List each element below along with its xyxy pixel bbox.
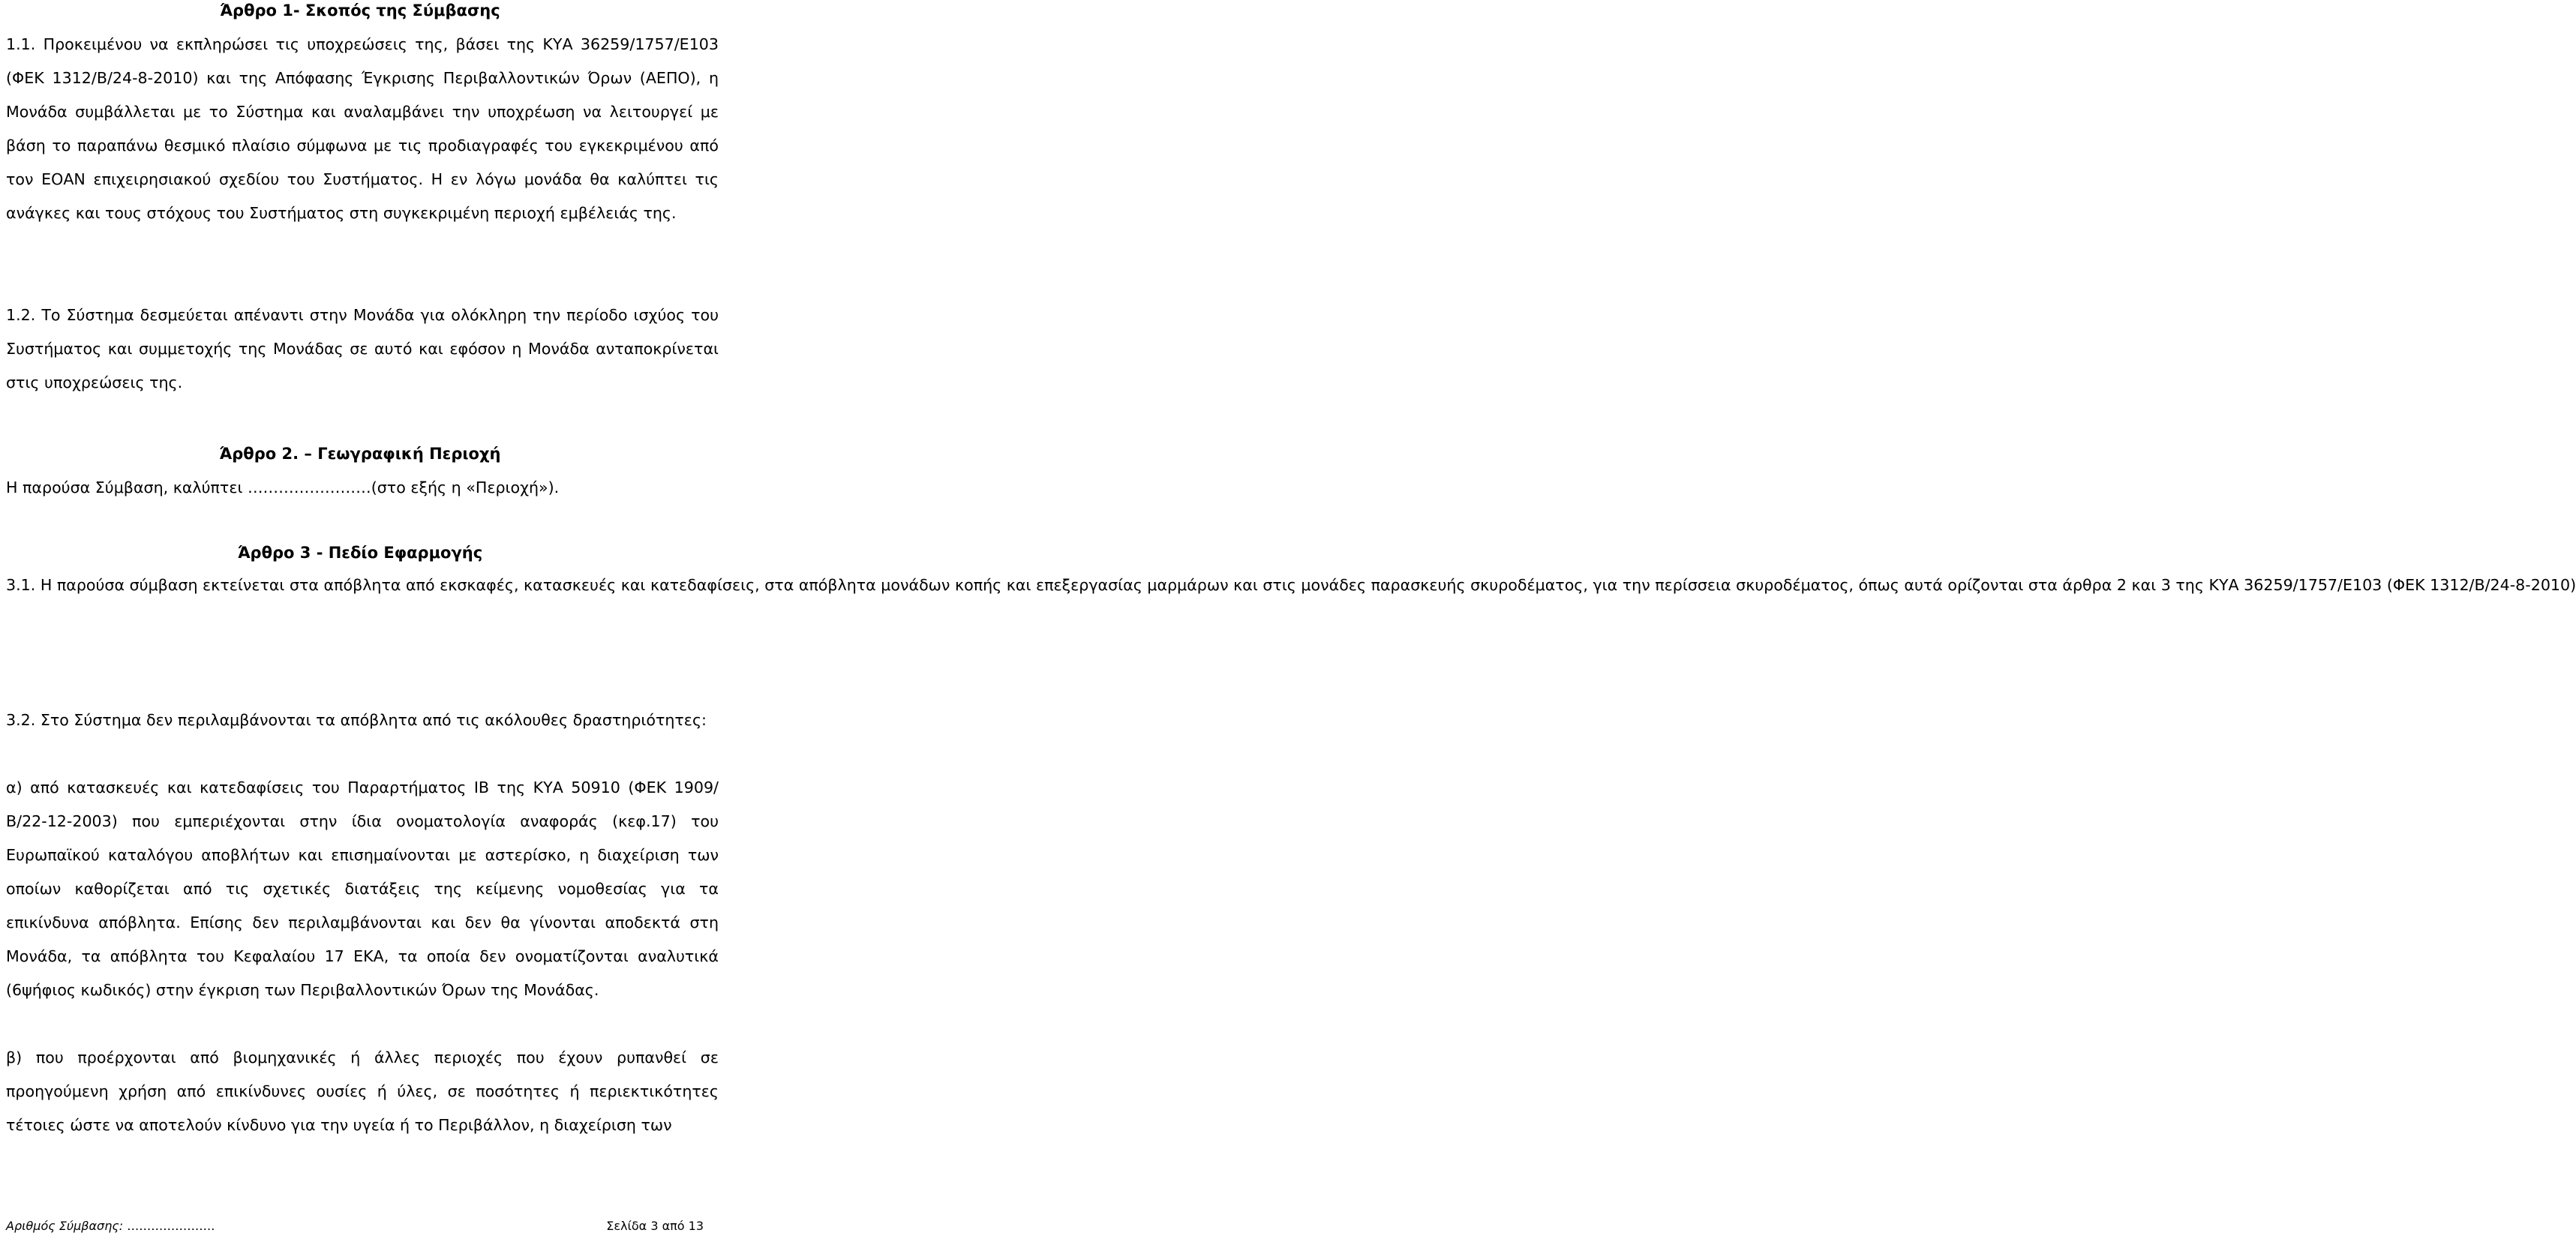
paragraph-3-2-b: β) που προέρχονται από βιομηχανικές ή άλλες περιοχές που έχουν ρυπανθεί σε προηγούμενη χρήση από επικίνδυνες ουσίες ή ύλες, σε ποσότητες ή περιεκτικότητες τέτοιες ώστε να αποτελούν κίνδυνο για την υγεία ή το Περιβάλλον, η διαχείριση των [6,1048,719,1134]
paragraph-1-2: 1.2. Το Σύστημα δεσμεύεται απέναντι στην Μονάδα για ολόκληρη την περίοδο ισχύος του Συστήματος και συμμετοχής της Μονάδας σε αυτό και εφόσον η Μονάδα ανταποκρίνεται στις υποχρεώσεις της. [6,306,719,392]
paragraph-3-1: 3.1. Η παρούσα σύμβαση εκτείνεται στα απόβλητα από εκσκαφές, κατασκευές και κατεδαφίσεις, στα απόβλητα μονάδων κοπής και επεξεργασίας μαρμάρων και στις μονάδες παρασκευής σκυροδέματος, για την περίσσεια σκυροδέματος, όπως αυτά ορίζονται στα άρθρα 2 και 3 της ΚΥΑ 36259/1757/Ε103 (ΦΕΚ 1312/Β/24-8-2010) [6,576,2576,594]
paragraph-2: Η παρούσα Σύμβαση, καλύπτει ……………………(στο εξής η «Περιοχή»). [6,478,560,496]
paragraph-3-2: 3.2. Στο Σύστημα δεν περιλαμβάνονται τα απόβλητα από τις ακόλουθες δραστηριότητες: [6,711,707,729]
page-footer [6,1217,704,1235]
contract-number-value: …………………. [127,1219,215,1233]
article-1-heading: Άρθρο 1- Σκοπός της Σύμβασης [220,2,500,20]
paragraph-1-1: 1.1. Προκειμένου να εκπληρώσει τις υποχρεώσεις της, βάσει της ΚΥΑ 36259/1757/Ε103 (ΦΕΚ 1312/Β/24-8-2010) και της Απόφασης Έγκρισης Περιβαλλοντικών Όρων (ΑΕΠΟ), η Μονάδα συμβάλλεται με το Σύστημα και αναλαμβάνει την υποχρέωση να λειτουργεί με βάση το παραπάνω θεσμικό πλαίσιο σύμφωνα με τις προδιαγραφές του εγκεκριμένου από τον ΕΟΑΝ επιχειρησιακού σχεδίου του Συστήματος. Η εν λόγω μονάδα θα καλύπτει τις ανάγκες και τους στόχους του Συστήματος στη συγκεκριμένη περιοχή εμβέλειάς της. [6,35,719,222]
page-number: Σελίδα 3 από 13 [606,1219,704,1233]
contract-number [6,1217,215,1235]
article-3-heading: Άρθρο 3 - Πεδίο Εφαρμογής [237,544,483,562]
paragraph-3-2-a: α) από κατασκευές και κατεδαφίσεις του Παραρτήματος ΙΒ της ΚΥΑ 50910 (ΦΕΚ 1909/Β/22-12-2003) που εμπεριέχονται στην ίδια ονοματολογία αναφοράς (κεφ.17) του Ευρωπαϊκού καταλόγου αποβλήτων και επισημαίνονται με αστερίσκο, η διαχείριση των οποίων καθορίζεται από τις σχετικές διατάξεις της κείμενης νομοθεσίας για τα επικίνδυνα απόβλητα. Επίσης δεν περιλαμβάνονται και δεν θα γίνονται αποδεκτά στη Μονάδα, τα απόβλητα του Κεφαλαίου 17 ΕΚΑ, τα οποία δεν ονοματίζονται αναλυτικά (6ψήφιος κωδικός) στην έγκριση των Περιβαλλοντικών Όρων της Μονάδας. [6,778,719,999]
contract-number-label: Αριθμός Σύμβασης: [6,1219,124,1233]
article-2-heading: Άρθρο 2. – Γεωγραφική Περιοχή [219,445,501,463]
